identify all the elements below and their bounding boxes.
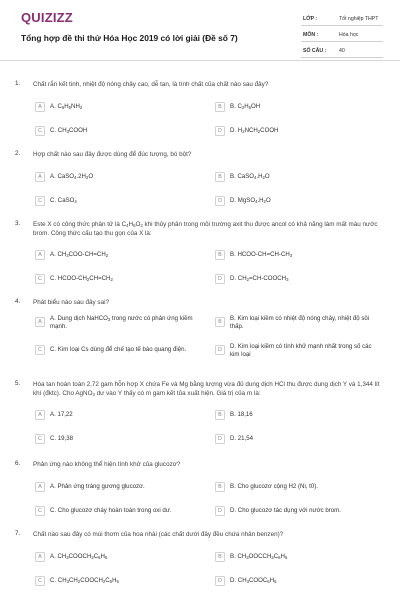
option-letter-box: B — [215, 410, 225, 420]
option-text: D. $MgSO_4.H_2O$ — [230, 197, 271, 204]
option-text: A. 17,22 — [50, 411, 73, 418]
answer-option-c[interactable] — [35, 575, 211, 589]
answer-option-a[interactable] — [35, 249, 211, 263]
question-number: 5. — [15, 380, 21, 387]
option-letter-box: C — [35, 434, 45, 444]
option-text: B. Kim loại kiềm có nhiệt độ nóng chảy, nhiệt độ sôi thấp. — [230, 315, 370, 331]
answer-option-d[interactable] — [215, 125, 391, 139]
option-letter-box: A — [35, 317, 45, 327]
answer-option-d[interactable] — [215, 195, 391, 209]
meta-value: 40 — [339, 48, 345, 54]
meta-info — [301, 13, 383, 61]
option-letter-box: C — [35, 274, 45, 284]
option-letter-box: B — [215, 552, 225, 562]
option-letter-box: B — [215, 102, 225, 112]
answer-option-d[interactable] — [215, 575, 391, 589]
option-text: C. Cho glucozơ cháy hoàn toàn trong oxi dư. — [50, 507, 172, 514]
option-text: B. Cho glucozơ cộng H2 (Ni, t0). — [230, 483, 318, 490]
option-letter-box: A — [35, 552, 45, 562]
option-letter-box: D — [215, 576, 225, 586]
answer-option-d[interactable] — [215, 344, 391, 358]
meta-row-class — [301, 13, 383, 26]
question-text: Chất nào sau đây có mùi thơm của hoa nhài (các chất dưới đây đều chứa nhân benzen)? — [33, 531, 284, 538]
header-divider — [0, 60, 400, 61]
answer-option-a[interactable] — [35, 316, 211, 330]
option-letter-box: C — [35, 576, 45, 586]
option-letter-box: D — [215, 434, 225, 444]
option-text: A. $C_6H_5NH_2$ — [50, 103, 83, 110]
option-text: A. $CH_3COO-CH=CH_2$ — [50, 251, 109, 258]
answer-option-c[interactable] — [35, 195, 211, 209]
answer-option-c[interactable] — [35, 433, 211, 447]
option-text: A. Dung dịch NaHCO$_3$ trong nước có phản ứng kiềm mạnh. — [50, 315, 193, 331]
question-text: Hợp chất nào sau đây được dùng để đúc tượng, bó bột? — [33, 151, 192, 158]
question-number: 1. — [15, 80, 21, 87]
answer-option-d[interactable] — [215, 273, 391, 287]
option-text: C. HCOO-$CH_2CH=CH_2$ — [50, 275, 113, 282]
option-letter-box: A — [35, 482, 45, 492]
answer-option-b[interactable] — [215, 481, 391, 495]
option-text: D. Cho glucozơ tác dụng với nước brom. — [230, 507, 341, 514]
answer-option-b[interactable] — [215, 409, 391, 423]
option-text: A. Phản ứng tráng gương glucozơ. — [50, 483, 145, 490]
option-text: B. 18,16 — [230, 411, 253, 418]
meta-label: SỐ CÂU : — [303, 48, 327, 54]
option-letter-box: D — [215, 196, 225, 206]
meta-label: MÔN : — [303, 32, 319, 38]
answer-option-a[interactable] — [35, 171, 211, 185]
answer-option-a[interactable] — [35, 481, 211, 495]
option-text: B. HCOO-$CH=CH-CH_3$ — [230, 251, 293, 258]
answer-option-b[interactable] — [215, 316, 391, 330]
question-number: 2. — [15, 150, 21, 157]
option-letter-box: A — [35, 410, 45, 420]
option-text: C. $CH_3CH_2COOCH_2C_6H_5$ — [50, 577, 119, 584]
meta-row-subject — [301, 29, 383, 42]
option-text: B. $CaSO_4.H_2O$ — [230, 173, 270, 180]
document-title: Tổng hợp đề thi thử Hóa Học 2019 có lời giải (Đề số 7) — [21, 33, 238, 43]
option-text: C. $CH_3COOH$ — [50, 127, 88, 134]
question-text: Phản ứng nào không thể hiện tính khử của glucozơ? — [33, 461, 181, 468]
option-text: C. Kim loại Cs dùng để chế tạo tế bào quang điện. — [50, 346, 187, 353]
question-number: 7. — [15, 530, 21, 537]
quizizz-logo: QUIZIZZ — [21, 10, 73, 25]
answer-option-d[interactable] — [215, 505, 391, 519]
option-letter-box: D — [215, 345, 225, 355]
answer-option-b[interactable] — [215, 101, 391, 115]
answer-option-b[interactable] — [215, 249, 391, 263]
option-letter-box: B — [215, 172, 225, 182]
question-number: 3. — [15, 220, 21, 227]
answer-option-a[interactable] — [35, 409, 211, 423]
option-letter-box: D — [215, 506, 225, 516]
option-text: A. $CaSO_4.2H_2O$ — [50, 173, 94, 180]
meta-label: LỚP : — [303, 16, 318, 22]
option-letter-box: B — [215, 317, 225, 327]
option-letter-box: B — [215, 250, 225, 260]
option-letter-box: B — [215, 482, 225, 492]
question-text: Este X có công thức phân tử là $C_4H_6O_2$ khi thủy phân trong môi trường axit thu được ancol có khả năng làm mất màu nước brom. Công thức cấu tạo thu gọn của X là: — [33, 221, 378, 238]
answer-option-c[interactable] — [35, 125, 211, 139]
option-letter-box: D — [215, 274, 225, 284]
answer-option-c[interactable] — [35, 273, 211, 287]
option-letter-box: C — [35, 196, 45, 206]
option-letter-box: C — [35, 506, 45, 516]
answer-option-b[interactable] — [215, 171, 391, 185]
option-text: C. 19,38 — [50, 435, 74, 442]
option-text: D. 21,54 — [230, 435, 254, 442]
answer-option-a[interactable] — [35, 101, 211, 115]
question-text: Chất rắn kết tinh, nhiệt độ nóng chảy cao, dễ tan, là tính chất của chất nào sau đây? — [33, 81, 269, 88]
answer-option-a[interactable] — [35, 551, 211, 565]
option-letter-box: C — [35, 345, 45, 355]
meta-value: Hóa học — [339, 32, 359, 38]
answer-option-c[interactable] — [35, 505, 211, 519]
option-text: B. $CH_3OOCCH_2C_6H_5$ — [230, 553, 288, 560]
option-text: D. $CH_2=CH-COOCH_3$ — [230, 275, 289, 282]
option-text: A. $CH_3COOCH_2C_6H_5$ — [50, 553, 108, 560]
answer-option-c[interactable] — [35, 344, 211, 358]
option-text: D. $CH_3COOC_6H_5$ — [230, 577, 277, 584]
option-text: D. $H_2NCH_2COOH$ — [230, 127, 279, 134]
option-text: B. $C_2H_5OH$ — [230, 103, 261, 110]
meta-row-question-count — [301, 45, 383, 58]
option-letter-box: C — [35, 126, 45, 136]
option-letter-box: A — [35, 102, 45, 112]
question-text: Phát biểu nào sau đây sai? — [33, 299, 109, 306]
answer-option-b[interactable] — [215, 551, 391, 565]
option-text: D. Kim loại kiềm có tính khử mạnh nhất trong số các kim loại — [230, 343, 372, 359]
option-letter-box: D — [215, 126, 225, 136]
meta-value: Tốt nghiệp THPT — [339, 16, 379, 22]
option-letter-box: A — [35, 250, 45, 260]
document-header — [0, 0, 400, 60]
question-number: 6. — [15, 460, 21, 467]
option-letter-box: A — [35, 172, 45, 182]
question-text: Hòa tan hoàn toàn 2,72 gam hỗn hợp X chứa Fe và Mg bằng lượng vừa đủ dung dịch HCl thu được dung dịch Y và 1,344 lít khí (đktc). Cho AgNO$_3$ dư vào Y thấy có m gam kết tủa xuất hiện. Giá trị của m là: — [33, 381, 380, 398]
question-number: 4. — [15, 298, 21, 305]
answer-option-d[interactable] — [215, 433, 391, 447]
option-text: C. CaSO$_4$ — [50, 197, 77, 204]
